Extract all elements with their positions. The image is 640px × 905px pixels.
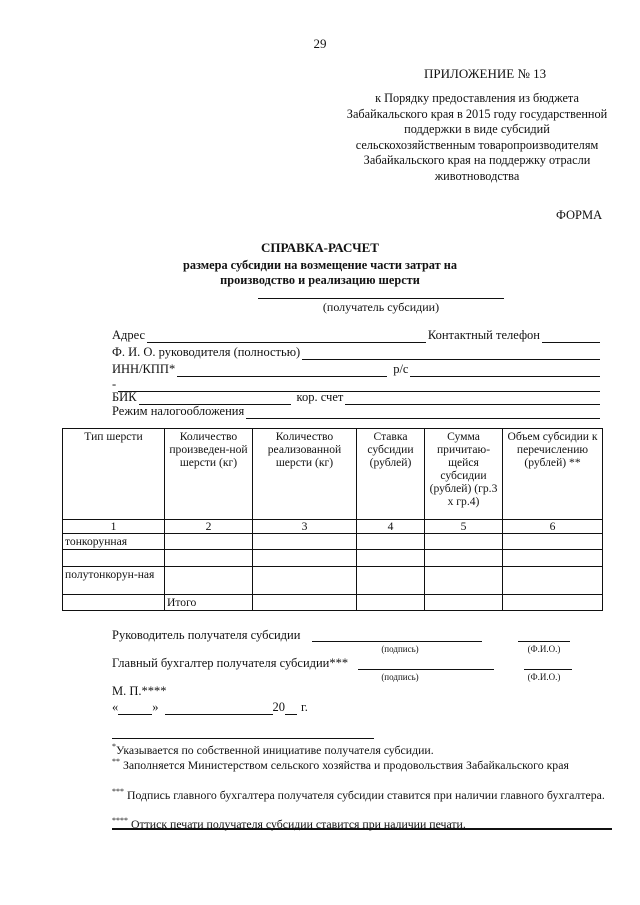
date-row (112, 700, 308, 715)
table-cell[interactable] (253, 567, 357, 595)
footnote-mark: **** (112, 816, 128, 825)
footnote-mark: *** (112, 787, 124, 796)
head-sign-caption: (подпись) (381, 644, 419, 654)
accountant-sign-caption: (подпись) (381, 672, 419, 682)
footnote-3 (112, 785, 612, 802)
table-cell[interactable] (357, 595, 425, 611)
column-number: 4 (357, 520, 425, 534)
wool-type-cell (63, 550, 165, 567)
total-row (63, 595, 603, 611)
recipient-line[interactable] (258, 298, 504, 299)
header-transfer-volume: Объем субсидии к перечислению (рублей) ** (503, 429, 603, 520)
document-title: СПРАВКА-РАСЧЕТ (261, 240, 379, 255)
head-signature-label: Руководитель получателя субсидии (112, 628, 301, 642)
footnote-text: Подпись главного бухгалтера получателя субсидии ставится при наличии главного бухгалтера. (126, 787, 605, 802)
footnote-text: Заполняется Министерством сельского хозяйства и продовольствия Забайкальского края (122, 757, 569, 772)
footnote-separator (112, 738, 374, 739)
stamp-label: М. П.**** (112, 684, 167, 698)
tax-mode-row (112, 404, 602, 419)
table-cell[interactable] (253, 534, 357, 550)
wool-type-cell: тонкорунная (63, 534, 165, 550)
address-field[interactable] (147, 330, 426, 343)
footnote-text: Указывается по собственной инициативе получателя субсидии. (116, 742, 434, 757)
head-name-caption: (Ф.И.О.) (527, 644, 561, 654)
account-label: р/с (393, 362, 409, 376)
date-suffix: г. (301, 700, 308, 714)
footnote-mark: * (112, 742, 116, 751)
column-number: 5 (425, 520, 503, 534)
head-name-label: Ф. И. О. руководителя (полностью) (112, 345, 301, 359)
table-cell[interactable] (503, 595, 603, 611)
table-cell[interactable] (357, 567, 425, 595)
wool-type-cell: полутонкорун-ная (63, 567, 165, 595)
table-row (63, 534, 603, 550)
calculation-table (62, 428, 603, 611)
table-cell[interactable] (425, 534, 503, 550)
footnote-text: Оттиск печати получателя субсидии ставится при наличии печати. (130, 816, 466, 831)
header-subsidy-sum: Сумма причитаю-щейся субсидии (рублей) (гр.3 х гр.4) (425, 429, 503, 520)
inn-field[interactable] (177, 364, 387, 377)
table-cell[interactable] (425, 550, 503, 567)
date-day-field[interactable] (118, 703, 152, 715)
column-number: 6 (503, 520, 603, 534)
head-name-field[interactable] (302, 347, 600, 360)
page-number: 29 (313, 36, 327, 51)
address-label: Адрес (112, 328, 146, 342)
address-row (112, 328, 602, 343)
date-month-field[interactable] (165, 703, 273, 715)
corr-account-label: кор. счет (296, 390, 344, 404)
appendix-description: к Порядку предоставления из бюджета Забайкальского края в 2015 году государственной поддержки в виде субсидий сельскохозяйственным товаропроизводителям Забайкальского края на поддержку отрасли животноводства (346, 91, 608, 183)
accountant-signature-label: Главный бухгалтер получателя субсидии*** (112, 656, 349, 670)
table-cell[interactable] (425, 567, 503, 595)
table-cell[interactable] (503, 534, 603, 550)
table-cell (63, 595, 165, 611)
phone-field[interactable] (542, 330, 600, 343)
column-number: 3 (253, 520, 357, 534)
date-close-quote: » (152, 700, 159, 714)
tax-mode-label: Режим налогообложения (112, 404, 245, 418)
accountant-name-line[interactable] (524, 669, 572, 670)
account-field[interactable] (410, 364, 600, 377)
date-year-field[interactable] (285, 703, 297, 715)
inn-label: ИНН/КПП* (112, 362, 176, 376)
table-header-row (63, 429, 603, 520)
bik-label: БИК (112, 390, 137, 404)
table-cell[interactable] (253, 550, 357, 567)
header-rate: Ставка субсидии (рублей) (357, 429, 425, 520)
table-cell[interactable] (165, 567, 253, 595)
table-row (63, 567, 603, 595)
date-open-quote: « (112, 700, 119, 714)
phone-label: Контактный телефон (427, 328, 540, 342)
table-cell[interactable] (357, 550, 425, 567)
footnote-mark: ** (112, 757, 120, 766)
date-year: 20 (272, 700, 285, 714)
table-row (63, 550, 603, 567)
table-cell[interactable] (503, 550, 603, 567)
header-produced: Количество произведен-ной шерсти (кг) (165, 429, 253, 520)
bik-row (112, 390, 602, 405)
column-number: 1 (63, 520, 165, 534)
head-name-line[interactable] (518, 641, 570, 642)
head-signature-line[interactable] (312, 641, 482, 642)
dash-label: - (112, 377, 117, 391)
table-cell[interactable] (165, 534, 253, 550)
inn-row (112, 362, 602, 377)
table-cell[interactable] (503, 567, 603, 595)
form-label: ФОРМА (556, 208, 603, 222)
tax-mode-field[interactable] (246, 406, 600, 419)
table-cell[interactable] (357, 534, 425, 550)
head-name-row (112, 345, 602, 360)
table-cell[interactable] (165, 550, 253, 567)
appendix-title: ПРИЛОЖЕНИЕ № 13 (424, 66, 547, 81)
table-cell[interactable] (253, 595, 357, 611)
header-wool-type: Тип шерсти (63, 429, 165, 520)
column-number-row (63, 520, 603, 534)
total-label: Итого (165, 595, 253, 611)
accountant-name-caption: (Ф.И.О.) (527, 672, 561, 682)
document-subtitle: размера субсидии на возмещение части затрат на производство и реализацию шерсти (183, 258, 457, 287)
table-cell[interactable] (425, 595, 503, 611)
header-sold: Количество реализованной шерсти (кг) (253, 429, 357, 520)
accountant-signature-line[interactable] (358, 669, 494, 670)
bottom-rule (112, 828, 612, 830)
footnote-2 (112, 755, 612, 772)
column-number: 2 (165, 520, 253, 534)
recipient-caption: (получатель субсидии) (322, 300, 440, 314)
